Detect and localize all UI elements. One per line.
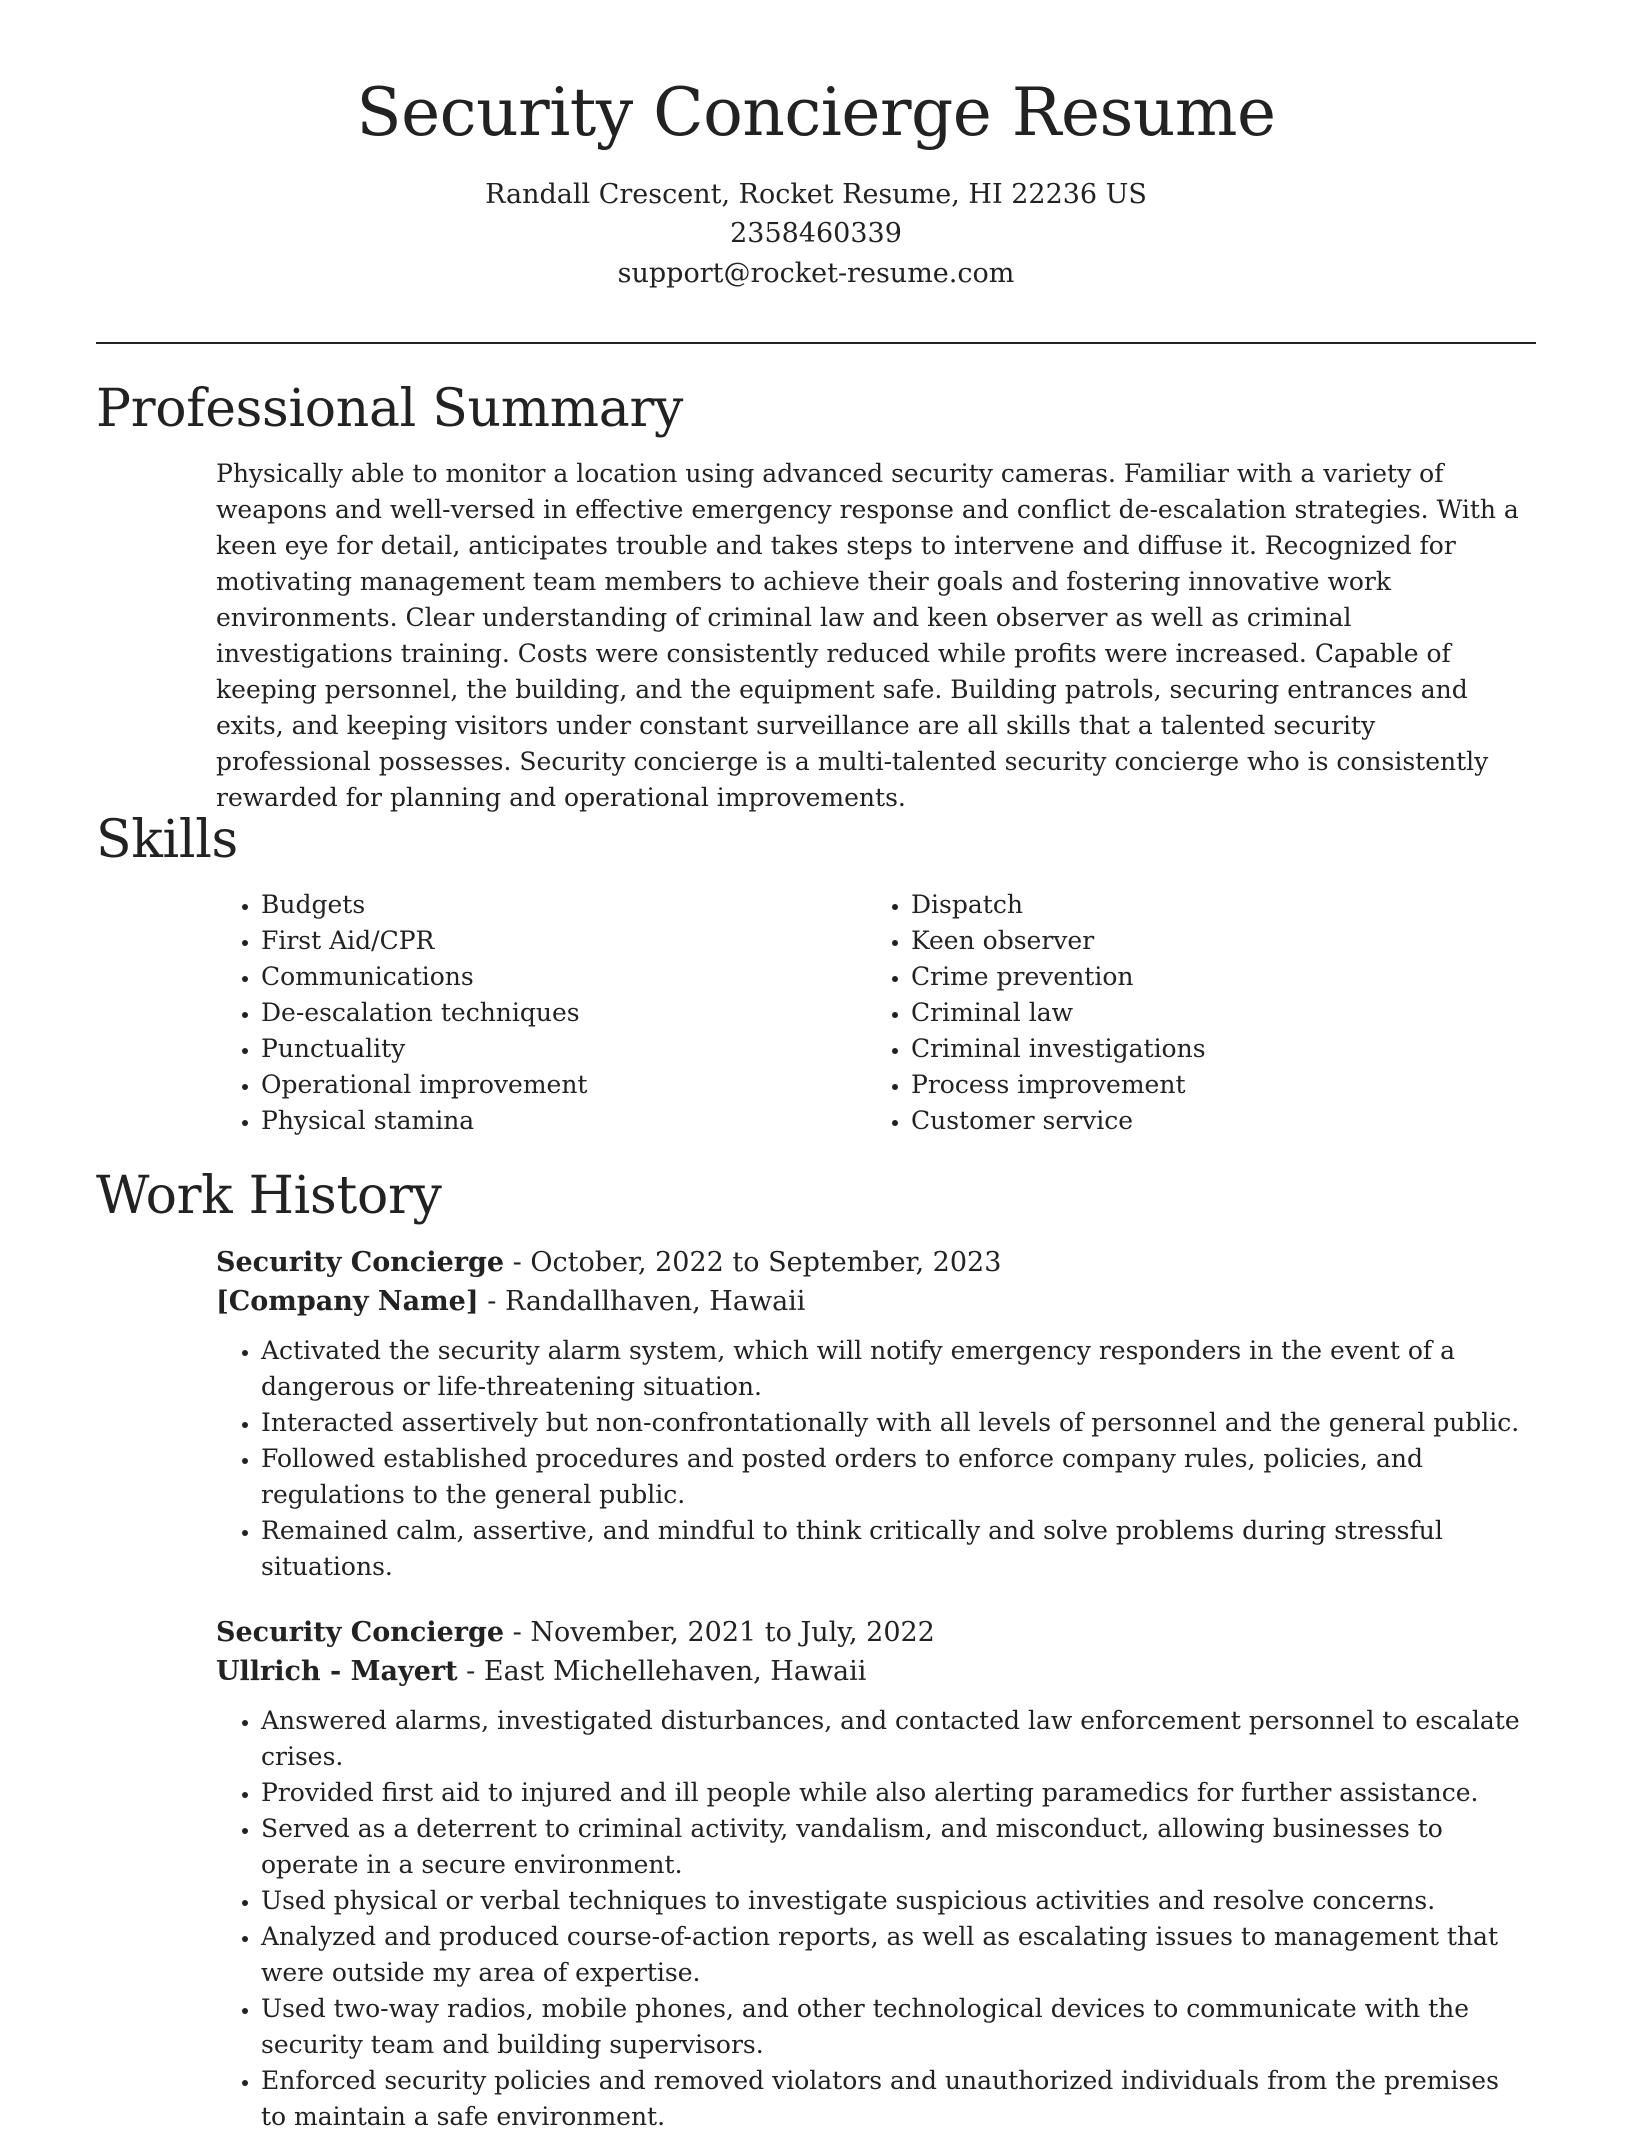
job-bullet: • Activated the security alarm system, which will notify emergency responders in the event of a dangerous or life-threatening situation. xyxy=(261,1333,1528,1405)
job-title-line xyxy=(216,1613,1528,1652)
work-history-content xyxy=(216,1243,1528,2135)
job-title-line xyxy=(216,1243,1528,1282)
job-separator: - xyxy=(512,1617,531,1649)
job-bullet: • Followed established procedures and posted orders to enforce company rules, policies, and regulations to the general public. xyxy=(261,1441,1528,1513)
contact-info xyxy=(0,175,1632,292)
section-heading-work-history: Work History xyxy=(96,1166,442,1226)
skill-item: • Keen observer xyxy=(911,923,1516,959)
skills-grid xyxy=(216,887,1528,1139)
job-bullet: • Interacted assertively but non-confrontationally with all levels of personnel and the general public. xyxy=(261,1405,1528,1441)
job-bullet-list xyxy=(216,1703,1528,2135)
address-line: Randall Crescent, Rocket Resume, HI 22236 US xyxy=(485,179,1147,211)
job-bullet: • Served as a deterrent to criminal activity, vandalism, and misconduct, allowing businesses to operate in a secure environment. xyxy=(261,1811,1528,1883)
job-separator: - xyxy=(487,1285,505,1317)
job-bullet: • Used two-way radios, mobile phones, and other technological devices to communicate with the security team and building supervisors. xyxy=(261,1991,1528,2063)
job-bullet: • Analyzed and produced course-of-action reports, as well as escalating issues to management that were outside my area of expertise. xyxy=(261,1919,1528,1991)
job-company-line xyxy=(216,1282,1528,1321)
skill-item: • Dispatch xyxy=(911,887,1516,923)
skills-section xyxy=(96,811,1536,1139)
resume-header xyxy=(0,74,1632,293)
skills-content xyxy=(216,887,1528,1139)
professional-summary-section xyxy=(96,380,1536,816)
job-bullet: • Used physical or verbal techniques to investigate suspicious activities and resolve concerns. xyxy=(261,1883,1528,1919)
skills-column-left xyxy=(216,887,866,1139)
job-separator: - xyxy=(512,1246,531,1278)
section-heading-skills: Skills xyxy=(96,810,238,870)
job-bullet: • Remained calm, assertive, and mindful to think critically and solve problems during stressful situations. xyxy=(261,1513,1528,1585)
job-bullet: • Enforced security policies and removed violators and unauthorized individuals from the premises to maintain a safe environment. xyxy=(261,2063,1528,2135)
professional-summary-content xyxy=(216,456,1528,816)
skill-item: • Criminal law xyxy=(911,995,1516,1031)
job-company-line xyxy=(216,1652,1528,1691)
job-bullet-list xyxy=(216,1333,1528,1585)
header-divider xyxy=(96,342,1536,344)
company-name: Ullrich - Mayert xyxy=(216,1656,458,1688)
skills-column-right xyxy=(866,887,1516,1139)
resume-title: Security Concierge Resume xyxy=(356,74,1276,151)
job-bullet: • Answered alarms, investigated disturbances, and contacted law enforcement personnel to escalate crises. xyxy=(261,1703,1528,1775)
job-title: Security Concierge xyxy=(216,1617,505,1649)
job-title: Security Concierge xyxy=(216,1246,505,1278)
work-history-section xyxy=(96,1167,1536,2135)
company-name: [Company Name] xyxy=(216,1285,479,1317)
skill-item: • Budgets xyxy=(261,887,866,923)
job-dates: October, 2022 to September, 2023 xyxy=(530,1246,1002,1278)
section-heading-professional-summary: Professional Summary xyxy=(96,379,684,439)
skill-item: • Operational improvement xyxy=(261,1067,866,1103)
job-entry xyxy=(216,1613,1528,2135)
skill-item: • Customer service xyxy=(911,1103,1516,1139)
skill-item: • De-escalation techniques xyxy=(261,995,866,1031)
skill-item: • Physical stamina xyxy=(261,1103,866,1139)
job-separator: - xyxy=(466,1656,484,1688)
job-bullet: • Provided first aid to injured and ill people while also alerting paramedics for further assistance. xyxy=(261,1775,1528,1811)
skill-item: • Punctuality xyxy=(261,1031,866,1067)
phone-number: 2358460339 xyxy=(730,218,902,250)
email-address: support@rocket-resume.com xyxy=(617,257,1015,289)
professional-summary-text: Physically able to monitor a location using advanced security cameras. Familiar with a variety of weapons and well-versed in effective emergency response and conflict de-escalation strategies. With a keen eye for detail, anticipates trouble and takes steps to intervene and diffuse it. Recognized for motivating management team members to achieve their goals and fostering innovative work environments. Clear understanding of criminal law and keen observer as well as criminal investigations training. Costs were consistently reduced while profits were increased. Capable of keeping personnel, the building, and the equipment safe. Building patrols, securing entrances and exits, and keeping visitors under constant surveillance are all skills that a talented security professional possesses. Security concierge is a multi-talented security concierge who is consistently rewarded for planning and operational improvements. xyxy=(216,458,1519,812)
job-dates: November, 2021 to July, 2022 xyxy=(530,1617,935,1649)
job-location: East Michellehaven, Hawaii xyxy=(483,1656,867,1688)
skill-item: • Process improvement xyxy=(911,1067,1516,1103)
skill-item: • Communications xyxy=(261,959,866,995)
skill-item: • Criminal investigations xyxy=(911,1031,1516,1067)
skill-item: • Crime prevention xyxy=(911,959,1516,995)
job-location: Randallhaven, Hawaii xyxy=(504,1285,806,1317)
skill-item: • First Aid/CPR xyxy=(261,923,866,959)
job-entry xyxy=(216,1243,1528,1585)
